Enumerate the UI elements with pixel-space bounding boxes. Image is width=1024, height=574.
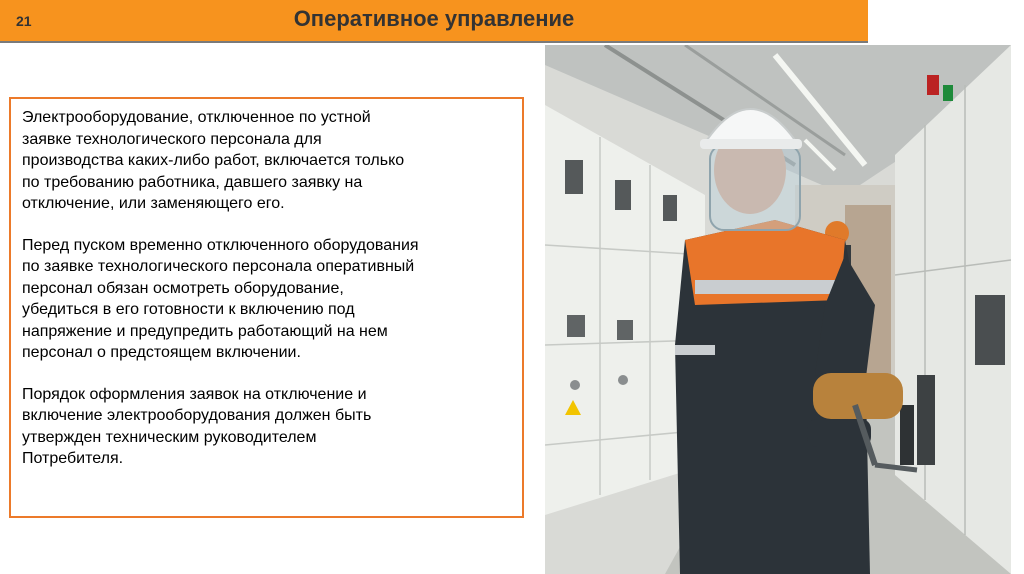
slide-title: Оперативное управление [293,6,575,31]
slide-number: 21 [16,13,32,29]
paragraph-1: Электрооборудование, отключенное по устной заявке технологического персонала для производства каких-либо работ, включается только по требованию работника, давшего заявку на отключение, или заменяющего его. [22,109,405,212]
paragraph-2: Перед пуском временно отключенного оборудования по заявке технологического персонала оперативный персонал обязан осмотреть оборудование, убедиться в его готовности к включению под напряжение и предупредить работающий на нем персонал о предстоящем включении. [22,236,419,361]
text-box [9,97,524,518]
worker-switchgear-photo [545,45,1011,574]
paragraph-3: Порядок оформления заявок на отключение и включение электрооборудования должен быть утвержден техническим руководителем Потребителя. [22,385,372,467]
header-bar [0,0,868,43]
